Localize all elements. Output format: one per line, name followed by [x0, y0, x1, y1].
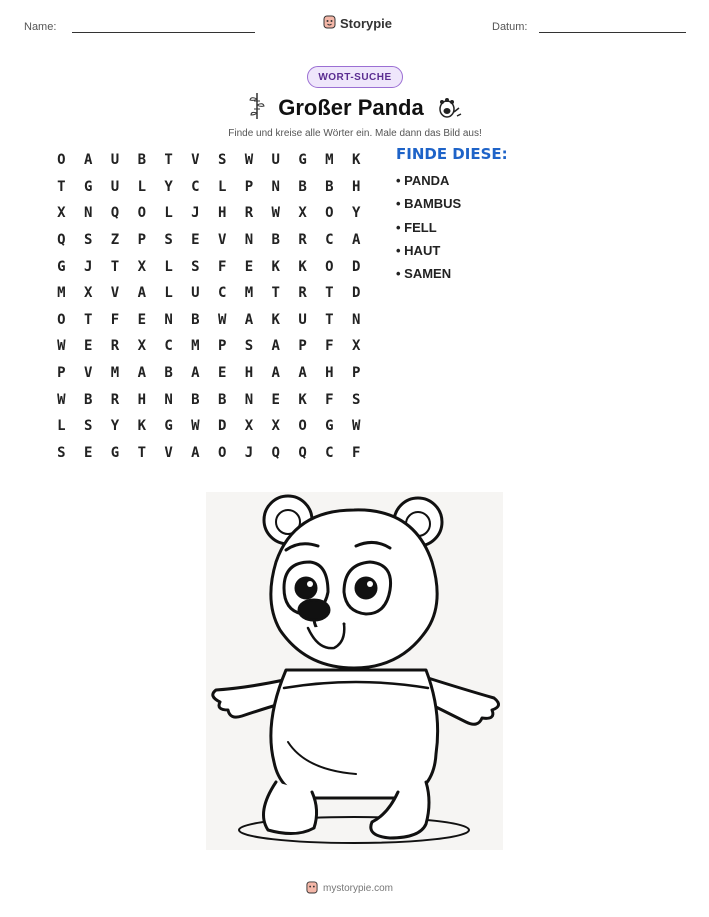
grid-cell[interactable]: R	[110, 391, 120, 408]
grid-cell[interactable]: B	[298, 178, 307, 195]
word-item: • PANDA	[396, 172, 461, 195]
grid-cell[interactable]: K	[271, 311, 280, 328]
grid-cell[interactable]: S	[57, 444, 66, 461]
grid-cell[interactable]: V	[217, 232, 227, 249]
grid-cell[interactable]: G	[110, 444, 120, 461]
grid-cell[interactable]: P	[217, 338, 227, 355]
grid-cell[interactable]: Y	[164, 178, 173, 195]
grid-cell[interactable]: E	[244, 258, 254, 275]
word-search-grid	[48, 147, 370, 466]
grid-cell[interactable]: O	[137, 205, 146, 222]
grid-cell[interactable]: S	[83, 418, 93, 435]
panda-coloring-illustration	[206, 492, 503, 850]
grid-cell[interactable]: T	[271, 285, 280, 302]
footer-brand	[306, 880, 393, 897]
word-item: • HAUT	[396, 242, 461, 265]
grid-cell[interactable]: Z	[110, 232, 120, 249]
grid-cell[interactable]: D	[217, 418, 227, 435]
grid-cell[interactable]: E	[271, 391, 280, 408]
grid-cell[interactable]: F	[325, 338, 334, 355]
grid-cell[interactable]: T	[325, 311, 334, 328]
grid-cell[interactable]: G	[57, 258, 66, 275]
grid-cell[interactable]: E	[137, 311, 146, 328]
grid-cell[interactable]: A	[137, 365, 146, 382]
grid-cell[interactable]: N	[164, 311, 173, 328]
grid-cell[interactable]: F	[217, 258, 227, 275]
grid-cell[interactable]: P	[137, 232, 146, 249]
grid-cell[interactable]: S	[217, 152, 227, 169]
grid-cell[interactable]: C	[164, 338, 173, 355]
grid-cell[interactable]: L	[137, 178, 146, 195]
grid-cell[interactable]: A	[191, 444, 200, 461]
grid-cell[interactable]: Q	[298, 444, 307, 461]
grid-cell[interactable]: A	[244, 311, 254, 328]
date-label: Datum:	[492, 21, 528, 33]
grid-cell[interactable]: N	[83, 205, 93, 222]
grid-cell[interactable]: O	[57, 152, 66, 169]
grid-cell[interactable]: A	[191, 365, 200, 382]
grid-cell[interactable]: M	[57, 285, 66, 302]
word-search-badge: WORT-SUCHE	[307, 66, 403, 88]
grid-cell[interactable]: A	[298, 365, 307, 382]
grid-cell[interactable]: H	[217, 205, 227, 222]
grid-cell[interactable]: C	[217, 285, 227, 302]
grid-cell[interactable]: E	[191, 232, 200, 249]
grid-cell[interactable]: U	[191, 285, 200, 302]
grid-cell[interactable]: B	[83, 391, 93, 408]
grid-cell[interactable]: U	[110, 178, 120, 195]
grid-cell[interactable]: A	[351, 232, 361, 249]
grid-cell[interactable]: P	[57, 365, 66, 382]
find-list-title: FINDE DIESE:	[396, 145, 508, 163]
grid-cell[interactable]: D	[351, 258, 361, 275]
grid-cell[interactable]: G	[298, 152, 307, 169]
page-title: Großer Panda	[278, 95, 424, 120]
grid-cell[interactable]: M	[191, 338, 200, 355]
grid-cell[interactable]: H	[325, 365, 334, 382]
footer-url: mystorypie.com	[323, 883, 394, 894]
grid-cell[interactable]: L	[217, 178, 227, 195]
grid-cell[interactable]: W	[57, 338, 66, 355]
instructions: Finde und kreise alle Wörter ein. Male dann das Bild aus!	[228, 128, 482, 139]
grid-cell[interactable]: F	[110, 311, 120, 328]
grid-cell[interactable]: O	[217, 444, 227, 461]
grid-cell[interactable]: S	[83, 232, 93, 249]
grid-cell[interactable]: R	[298, 232, 307, 249]
grid-cell[interactable]: A	[83, 152, 93, 169]
word-list	[396, 172, 461, 288]
grid-cell[interactable]: X	[57, 205, 66, 222]
grid-cell[interactable]: W	[217, 311, 227, 328]
grid-cell[interactable]: G	[325, 418, 334, 435]
date-field[interactable]	[539, 32, 686, 33]
grid-cell[interactable]: B	[164, 365, 173, 382]
grid-cell[interactable]: F	[325, 391, 334, 408]
grid-cell[interactable]: T	[137, 444, 146, 461]
grid-cell[interactable]: B	[217, 391, 227, 408]
grid-cell[interactable]: S	[351, 391, 361, 408]
word-item: • BAMBUS	[396, 195, 461, 218]
grid-cell[interactable]: S	[164, 232, 173, 249]
grid-cell[interactable]: P	[244, 178, 254, 195]
grid-cell[interactable]: G	[164, 418, 173, 435]
bamboo-icon	[248, 91, 266, 126]
grid-cell[interactable]: E	[217, 365, 227, 382]
grid-cell[interactable]: G	[83, 178, 93, 195]
grid-cell[interactable]: H	[244, 365, 254, 382]
grid-cell[interactable]: L	[164, 258, 173, 275]
grid-cell[interactable]: B	[137, 152, 146, 169]
grid-cell[interactable]: X	[298, 205, 307, 222]
grid-cell[interactable]: T	[164, 152, 173, 169]
grid-cell[interactable]: Q	[110, 205, 120, 222]
grid-cell[interactable]: H	[137, 391, 146, 408]
grid-cell[interactable]: E	[83, 444, 93, 461]
grid-cell[interactable]: X	[137, 258, 146, 275]
grid-cell[interactable]: T	[110, 258, 120, 275]
grid-cell[interactable]: X	[137, 338, 146, 355]
storypie-logo-icon	[323, 14, 336, 32]
grid-cell[interactable]: Q	[57, 232, 66, 249]
grid-cell[interactable]: K	[298, 258, 307, 275]
word-item: • SAMEN	[396, 265, 461, 288]
grid-cell[interactable]: K	[351, 152, 361, 169]
grid-cell[interactable]: L	[164, 285, 173, 302]
grid-cell[interactable]: N	[271, 178, 280, 195]
grid-cell[interactable]: X	[351, 338, 361, 355]
brand-logo	[323, 14, 392, 32]
grid-cell[interactable]: V	[164, 444, 173, 461]
grid-cell[interactable]: X	[83, 285, 93, 302]
grid-cell[interactable]: O	[298, 418, 307, 435]
grid-cell[interactable]: T	[83, 311, 93, 328]
grid-cell[interactable]: B	[191, 311, 200, 328]
grid-cell[interactable]: A	[271, 365, 280, 382]
grid-cell[interactable]: C	[325, 232, 334, 249]
grid-cell[interactable]: B	[191, 391, 200, 408]
grid-cell[interactable]: Q	[271, 444, 280, 461]
grid-cell[interactable]: L	[164, 205, 173, 222]
grid-cell[interactable]: W	[351, 418, 361, 435]
grid-cell[interactable]: E	[83, 338, 93, 355]
grid-cell[interactable]: S	[191, 258, 200, 275]
grid-cell[interactable]: J	[83, 258, 93, 275]
word-item: • FELL	[396, 219, 461, 242]
grid-cell[interactable]: X	[244, 418, 254, 435]
storypie-logo-icon	[306, 880, 318, 897]
name-label: Name:	[24, 21, 57, 33]
grid-cell[interactable]: U	[298, 311, 307, 328]
grid-cell[interactable]: N	[244, 391, 254, 408]
grid-cell[interactable]: L	[57, 418, 66, 435]
grid-cell[interactable]: W	[191, 418, 200, 435]
brand-name: Storypie	[340, 15, 393, 31]
grid-cell[interactable]: P	[298, 338, 307, 355]
grid-cell[interactable]: O	[325, 258, 334, 275]
grid-cell[interactable]: J	[191, 205, 200, 222]
grid-cell[interactable]: N	[351, 311, 361, 328]
name-field[interactable]	[72, 32, 255, 33]
grid-cell[interactable]: Y	[351, 205, 361, 222]
grid-cell[interactable]: C	[191, 178, 200, 195]
grid-cell[interactable]: V	[83, 365, 93, 382]
grid-cell[interactable]: O	[325, 205, 334, 222]
grid-cell[interactable]: W	[244, 152, 254, 169]
grid-cell[interactable]: R	[298, 285, 307, 302]
grid-cell[interactable]: N	[244, 232, 254, 249]
grid-cell[interactable]: R	[110, 338, 120, 355]
grid-cell[interactable]: B	[325, 178, 334, 195]
grid-cell[interactable]: M	[110, 365, 120, 382]
title-row	[200, 92, 510, 124]
grid-cell[interactable]: P	[351, 365, 361, 382]
grid-cell[interactable]: K	[137, 418, 146, 435]
grid-cell[interactable]: V	[110, 285, 120, 302]
grid-cell[interactable]: U	[110, 152, 120, 169]
grid-cell[interactable]: K	[271, 258, 280, 275]
grid-cell[interactable]: H	[351, 178, 361, 195]
grid-cell[interactable]: J	[244, 444, 254, 461]
grid-cell[interactable]: D	[351, 285, 361, 302]
grid-cell[interactable]: C	[325, 444, 334, 461]
grid-cell[interactable]: A	[137, 285, 146, 302]
grid-cell[interactable]: T	[57, 178, 66, 195]
grid-cell[interactable]: K	[298, 391, 307, 408]
grid-cell[interactable]: T	[325, 285, 334, 302]
grid-cell[interactable]: Y	[110, 418, 120, 435]
grid-cell[interactable]: S	[244, 338, 254, 355]
grid-cell[interactable]: R	[244, 205, 254, 222]
grid-cell[interactable]: W	[271, 205, 280, 222]
grid-cell[interactable]: M	[325, 152, 334, 169]
panda-paw-icon	[436, 92, 462, 125]
grid-cell[interactable]: B	[271, 232, 280, 249]
grid-cell[interactable]: M	[244, 285, 254, 302]
grid-cell[interactable]: O	[57, 311, 66, 328]
grid-cell[interactable]: W	[57, 391, 66, 408]
grid-cell[interactable]: V	[191, 152, 200, 169]
grid-cell[interactable]: U	[271, 152, 280, 169]
grid-cell[interactable]: N	[164, 391, 173, 408]
grid-cell[interactable]: A	[271, 338, 280, 355]
grid-cell[interactable]: F	[351, 444, 361, 461]
grid-cell[interactable]: X	[271, 418, 280, 435]
